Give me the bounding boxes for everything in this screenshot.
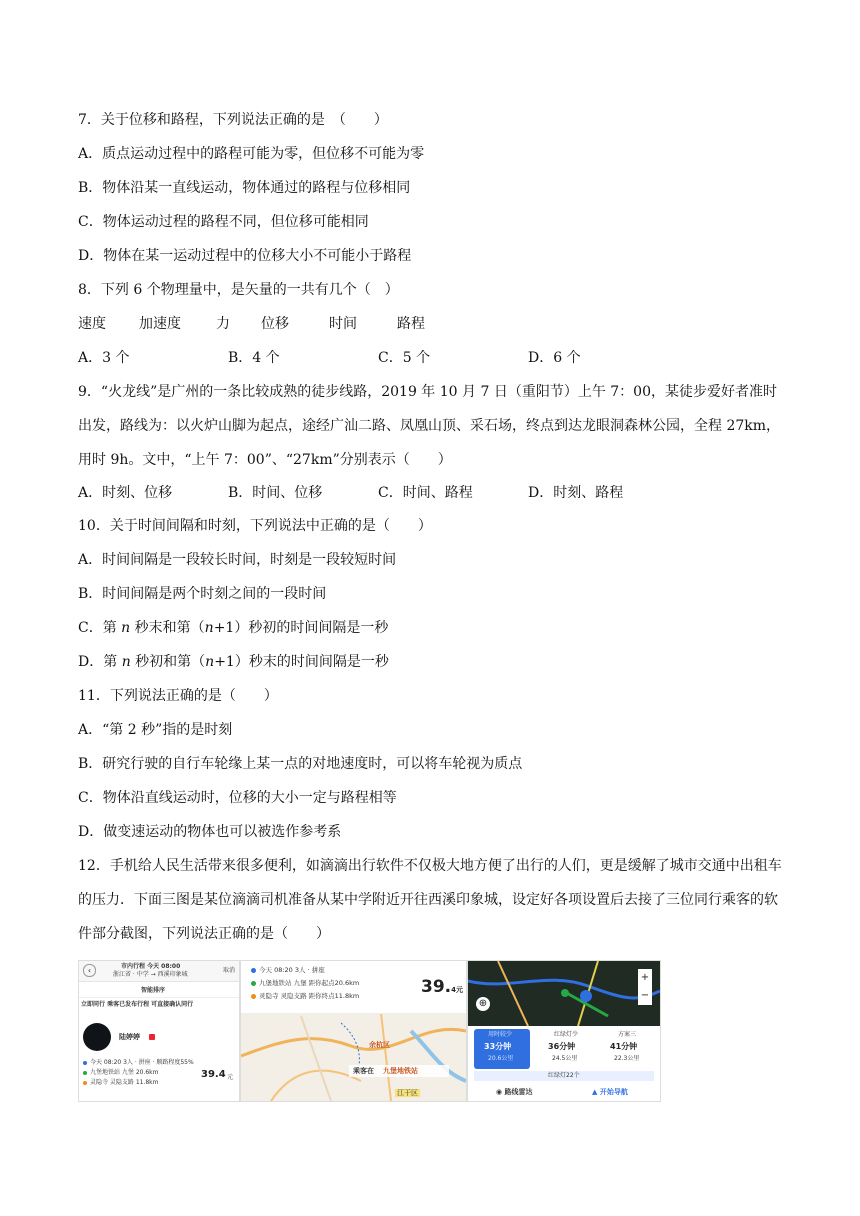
screenshot-trip-list: [78, 960, 240, 1102]
radar-icon: ◉: [496, 1088, 505, 1096]
q9-stem: 9．“火龙线”是广州的一条比较成熟的徒步线路，2019 年 10 月 7 日（重阳节）上午 7：00，某徒步爱好者准时出发，路线为：以火炉山脚为起点，途经广汕二路、凤凰山顶、采石场，终点到达龙眼洞森林公园，全程 27km，用时 9h。文中，“上午 7：00”、“27km”分别表示（ ）: [78, 384, 781, 468]
sort-dropdown[interactable]: 智能排序: [141, 987, 166, 994]
q10-option-d: D．第 n 秒初和第（n+1）秒末的时间间隔是一秒: [78, 654, 389, 670]
route-radar-button[interactable]: ◉ 路线雷达: [496, 1088, 533, 1096]
q10-stem: 10．关于时间间隔和时刻，下列说法中正确的是（ ）: [78, 518, 432, 534]
tip-text: 立即同行 乘客已发布行程 可直接确认同行: [81, 1001, 194, 1008]
q11-option-b: B．研究行驶的自行车轮缘上某一点的对地速度时，可以将车轮视为质点: [78, 756, 523, 772]
q11-option-c: C．物体沿直线运动时，位移的大小一定与路程相等: [78, 790, 397, 806]
route-distance: 24.5公里: [552, 1055, 578, 1062]
pickup-point: 九堡地铁站 九堡 20.6km: [90, 1069, 159, 1076]
passenger-label: 乘客在: [353, 1067, 374, 1075]
trip-route: 浙江省 · 中学 → 西溪印象城: [113, 971, 188, 978]
q11-stem: 11．下列说法正确的是（ ）: [78, 688, 278, 704]
q8-quantity: 路程: [397, 316, 425, 332]
q10-option-c: C．第 n 秒末和第（n+1）秒初的时间间隔是一秒: [78, 620, 389, 636]
route-tag: 用时较少: [488, 1031, 513, 1038]
route-tag: 方案三: [618, 1031, 637, 1038]
start-navigation-button[interactable]: ▲ 开始导航: [592, 1088, 628, 1096]
route-distance: 20.6公里: [488, 1055, 514, 1062]
trip-time: 今天 08:20 3人 · 拼座 · 顺路程度55%: [90, 1059, 194, 1066]
back-icon[interactable]: ‹: [83, 964, 96, 977]
route-time[interactable]: 41分钟: [610, 1042, 638, 1051]
q9-option-a: A．时刻、位移: [78, 485, 173, 501]
district-label: 余杭区: [369, 1041, 390, 1049]
station-label: 九堡地铁站: [383, 1067, 418, 1075]
pickup-point: 九堡地铁站 九堡 距你起点20.6km: [259, 979, 360, 987]
q8-quantity: 时间: [329, 316, 357, 332]
route-distance: 22.3公里: [614, 1055, 640, 1062]
q8-option-d: D．6 个: [528, 350, 581, 366]
q9-option-b: B．时间、位移: [228, 485, 323, 501]
trip-header: 市内行程 今天 08:00: [121, 963, 181, 970]
locate-icon[interactable]: ⊕: [476, 997, 490, 1011]
screenshot-navigation: [467, 960, 661, 1102]
q9-option-c: C．时间、路程: [378, 485, 473, 501]
price-unit: 元: [227, 1074, 234, 1081]
traffic-lights-count: 红绿灯22个: [548, 1072, 580, 1079]
trip-time: 今天 08:20 3人 · 拼座: [259, 966, 325, 974]
dropoff-point: 灵隐寺 灵隐支路 距你终点11.8km: [259, 992, 360, 1000]
q11-option-d: D．做变速运动的物体也可以被选作参考系: [78, 824, 342, 840]
screenshot-trip-map: [240, 960, 467, 1102]
q7-option-a: A．质点运动过程中的路程可能为零，但位移不可能为零: [78, 146, 425, 162]
q7-option-c: C．物体运动过程的路程不同，但位移可能相同: [78, 214, 369, 230]
dropoff-point: 灵隐寺 灵隐支路 11.8km: [90, 1079, 159, 1086]
route-time[interactable]: 36分钟: [548, 1042, 576, 1051]
navigation-arrow-icon: ▲: [592, 1088, 600, 1096]
q8-quantity: 力: [216, 316, 230, 332]
route-time: 33分钟: [484, 1042, 512, 1051]
q8-quantity: 速度: [78, 316, 106, 332]
q12-stem: 12．手机给人民生活带来很多便利，如滴滴出行软件不仅极大地方便了出行的人们，更是缓解了城市交通中出租车的压力．下面三图是某位滴滴司机准备从某中学附近开往西溪印象城，设定好各项设置后去接了三位同行乘客的软件部分截图，下列说法正确的是（ ）: [78, 858, 782, 942]
q10-option-a: A．时间间隔是一段较长时间，时刻是一段较短时间: [78, 552, 397, 568]
badge-icon: [149, 1034, 155, 1040]
route-tag: 红绿灯少: [554, 1031, 579, 1038]
q10-option-b: B．时间间隔是两个时刻之间的一段时间: [78, 586, 327, 602]
q8-quantity: 加速度: [139, 316, 181, 332]
district-label: 江干区: [397, 1089, 418, 1097]
price: 39.4: [201, 1069, 226, 1080]
q9-option-d: D．时刻、路程: [528, 485, 624, 501]
q7-option-d: D．物体在某一运动过程中的位移大小不可能小于路程: [78, 248, 412, 264]
q8-stem: 8．下列 6 个物理量中，是矢量的一共有几个（ ）: [78, 282, 399, 298]
price: 39.4元: [421, 977, 463, 997]
q8-option-c: C．5 个: [378, 350, 431, 366]
cancel-button[interactable]: 取消: [223, 967, 236, 974]
q8-option-b: B．4 个: [228, 350, 280, 366]
avatar: [83, 1023, 111, 1051]
q7-option-b: B．物体沿某一直线运动，物体通过的路程与位移相同: [78, 180, 411, 196]
driver-name: 陆婷婷: [119, 1033, 140, 1041]
q11-option-a: A．“第 2 秒”指的是时刻: [78, 722, 233, 738]
q8-quantity: 位移: [261, 316, 289, 332]
q8-option-a: A．3 个: [78, 350, 130, 366]
q7-stem: 7．关于位移和路程，下列说法正确的是 （ ）: [78, 112, 388, 128]
satellite-map: [468, 961, 660, 1026]
zoom-controls[interactable]: + −: [638, 969, 652, 1005]
